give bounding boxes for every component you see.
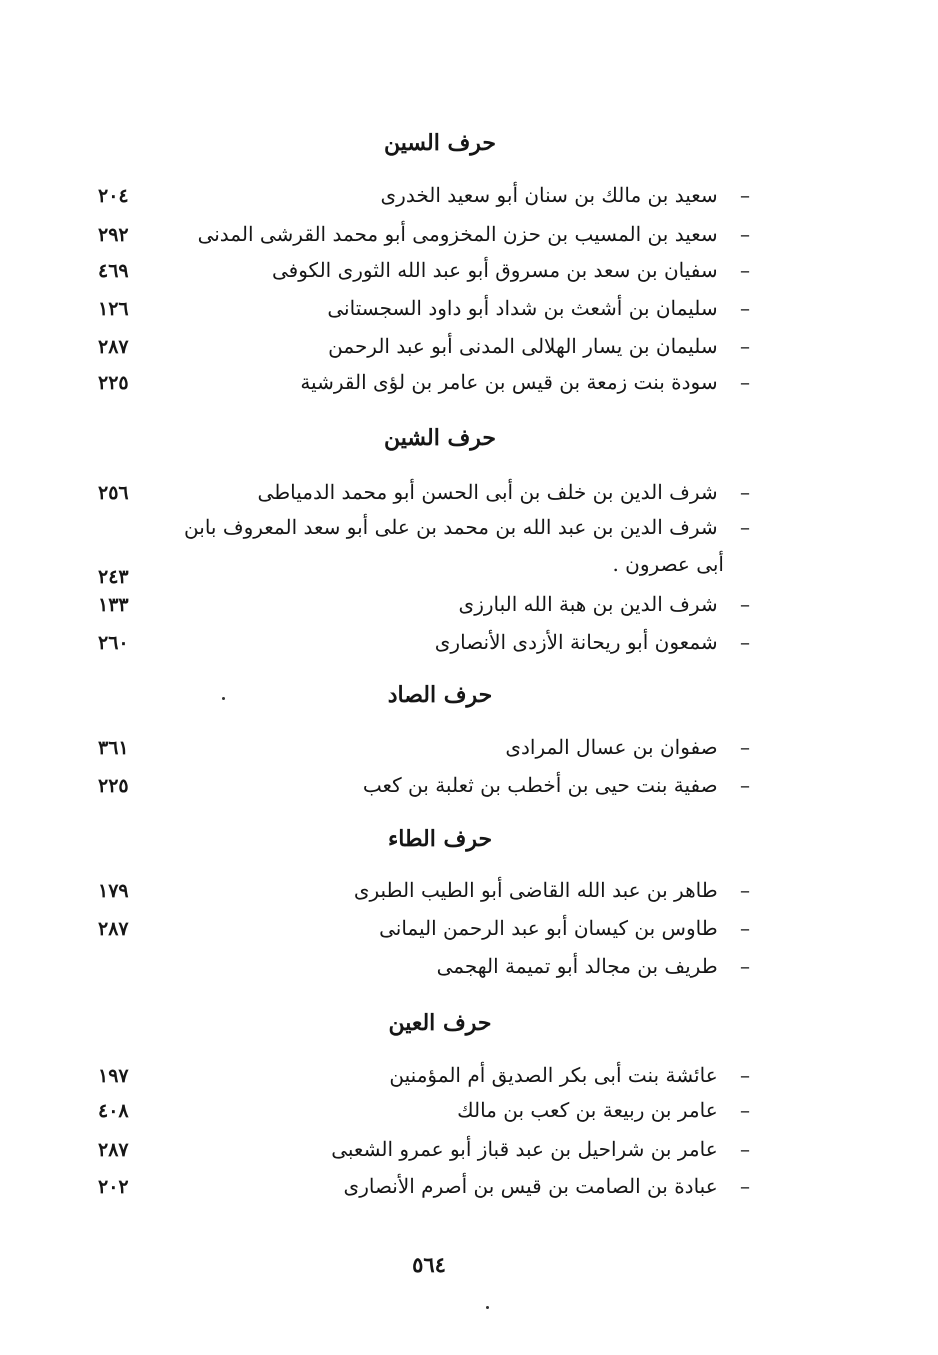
entry-page-number: ٤٦٩ bbox=[98, 260, 129, 282]
entry-dash: – bbox=[740, 1174, 750, 1198]
entry-name: سودة بنت زمعة بن قيس بن عامر بن لؤى القرشية bbox=[300, 370, 718, 394]
index-entry bbox=[190, 370, 750, 394]
entry-dash: – bbox=[740, 916, 750, 940]
scan-speck bbox=[486, 1306, 489, 1309]
index-entry bbox=[190, 773, 750, 797]
index-entry bbox=[190, 735, 750, 759]
entry-name: طريف بن مجالد أبو تميمة الهجمى bbox=[436, 954, 718, 978]
index-entry bbox=[190, 878, 750, 902]
entry-page-number: ٤٠٨ bbox=[98, 1100, 129, 1122]
entry-dash: – bbox=[740, 878, 750, 902]
entry-page-number: ٢٥٦ bbox=[98, 482, 129, 504]
section-heading-saad: حرف الصاد bbox=[387, 682, 493, 708]
entry-page-number: ٢٩٢ bbox=[98, 224, 129, 246]
section-heading-taa: حرف الطاء bbox=[387, 826, 493, 852]
index-entry bbox=[184, 515, 750, 539]
index-entry bbox=[190, 1098, 750, 1122]
entry-name: سليمان بن أشعث بن شداد أبو داود السجستانى bbox=[327, 296, 718, 320]
index-entry bbox=[190, 1137, 750, 1161]
entry-page-number: ٣٦١ bbox=[98, 737, 129, 759]
section-heading-ain: حرف العين bbox=[388, 1010, 492, 1036]
entry-dash: – bbox=[740, 954, 750, 978]
entry-page-number: ١٩٧ bbox=[98, 1065, 129, 1087]
entry-dash: – bbox=[740, 1098, 750, 1122]
entry-dash: – bbox=[740, 630, 750, 654]
entry-name: طاهر بن عبد الله القاضى أبو الطيب الطبرى bbox=[353, 878, 718, 902]
entry-name: صفية بنت حيى بن أخطب بن ثعلبة بن كعب bbox=[362, 773, 718, 797]
entry-dash: – bbox=[740, 183, 750, 207]
entry-name: سليمان بن يسار الهلالى المدنى أبو عبد الرحمن bbox=[328, 334, 718, 358]
entry-page-number: ٢٤٣ bbox=[98, 566, 129, 588]
entry-page-number: ٢٨٧ bbox=[98, 918, 129, 940]
entry-name: شرف الدين بن خلف بن أبى الحسن أبو محمد الدمياطى bbox=[257, 480, 718, 504]
scan-speck bbox=[222, 697, 225, 700]
entry-name: سعيد بن مالك بن سنان أبو سعيد الخدرى bbox=[380, 183, 718, 207]
index-entry bbox=[190, 480, 750, 504]
entry-name: شمعون أبو ريحانة الأزدى الأنصارى bbox=[434, 630, 718, 654]
entry-page-number: ٢٨٧ bbox=[98, 336, 129, 358]
entry-dash: – bbox=[740, 296, 750, 320]
entry-name: سعيد بن المسيب بن حزن المخزومى أبو محمد القرشى المدنى bbox=[197, 222, 718, 246]
entry-page-number: ١٣٣ bbox=[98, 594, 129, 616]
entry-page-number: ٢٠٤ bbox=[98, 185, 129, 207]
entry-name: عائشة بنت أبى بكر الصديق أم المؤمنين bbox=[389, 1063, 718, 1087]
entry-dash: – bbox=[740, 334, 750, 358]
entry-name: طاوس بن كيسان أبو عبد الرحمن اليمانى bbox=[379, 916, 718, 940]
entry-dash: – bbox=[740, 222, 750, 246]
index-entry bbox=[190, 1063, 750, 1087]
entry-dash: – bbox=[740, 480, 750, 504]
index-entry bbox=[190, 916, 750, 940]
entry-page-number: ١٢٦ bbox=[98, 298, 129, 320]
section-heading-seen: حرف السين bbox=[383, 130, 497, 156]
entry-page-number: ٢٨٧ bbox=[98, 1139, 129, 1161]
entry-page-number: ٢٢٥ bbox=[98, 775, 129, 797]
index-entry bbox=[190, 183, 750, 207]
entry-dash: – bbox=[740, 735, 750, 759]
entry-dash: – bbox=[740, 1137, 750, 1161]
entry-page-number: ٢٠٢ bbox=[98, 1176, 129, 1198]
entry-name: شرف الدين بن هبة الله البارزى bbox=[458, 592, 718, 616]
entry-page-number: ٢٢٥ bbox=[98, 372, 129, 394]
entry-continuation: أبى عصرون . bbox=[612, 552, 724, 576]
entry-name: شرف الدين بن عبد الله بن محمد بن على أبو سعد المعروف بابن bbox=[184, 515, 718, 539]
page-number-folio: ٥٦٤ bbox=[412, 1252, 446, 1277]
entry-dash: – bbox=[740, 773, 750, 797]
index-entry bbox=[190, 296, 750, 320]
entry-dash: – bbox=[740, 1063, 750, 1087]
index-entry bbox=[190, 592, 750, 616]
entry-page-number: ١٧٩ bbox=[98, 880, 129, 902]
entry-page-number: ٢٦٠ bbox=[98, 632, 129, 654]
entry-dash: – bbox=[740, 370, 750, 394]
entry-name: صفوان بن عسال المرادى bbox=[505, 735, 718, 759]
index-entry bbox=[190, 630, 750, 654]
index-entry bbox=[190, 954, 750, 978]
entry-name: عامر بن شراحيل بن عبد قباز أبو عمرو الشعبى bbox=[331, 1137, 718, 1161]
index-entry bbox=[190, 334, 750, 358]
entry-name: عبادة بن الصامت بن قيس بن أصرم الأنصارى bbox=[343, 1174, 718, 1198]
entry-dash: – bbox=[740, 515, 750, 539]
entry-name: سفيان بن سعد بن مسروق أبو عبد الله الثورى الكوفى bbox=[271, 258, 718, 282]
index-entry bbox=[190, 1174, 750, 1198]
entry-dash: – bbox=[740, 592, 750, 616]
index-entry bbox=[190, 222, 750, 246]
entry-name: عامر بن ربيعة بن كعب بن مالك bbox=[457, 1098, 718, 1122]
section-heading-sheen: حرف الشين bbox=[383, 425, 497, 451]
index-entry bbox=[190, 258, 750, 282]
entry-dash: – bbox=[740, 258, 750, 282]
